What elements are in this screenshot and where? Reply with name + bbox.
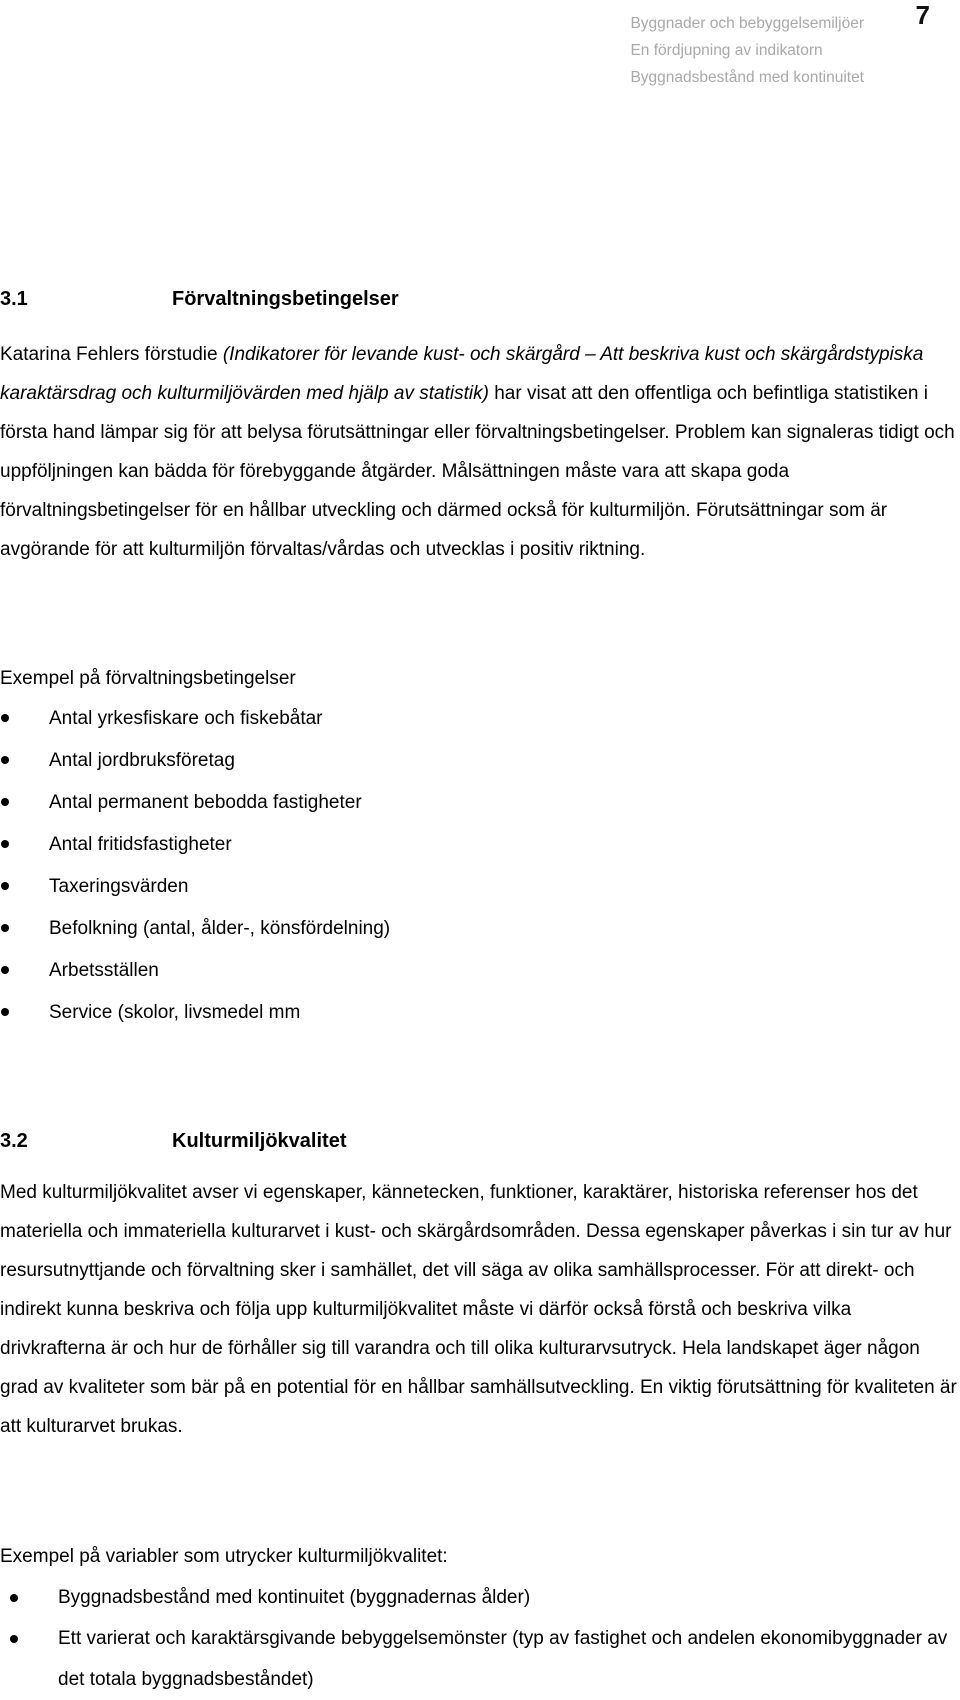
list-item: Arbetsställen [0, 950, 390, 992]
bullet-list-variabler [0, 1577, 960, 1700]
list-item: Antal fritidsfastigheter [0, 824, 390, 866]
list-item: Ett varierat och karaktärsgivande bebyggelsemönster (typ av fastighet och andelen ekonomibyggnader av det totala byggnadsbeståndet) [0, 1618, 960, 1700]
list-item: Befolkning (antal, ålder-, könsfördelning) [0, 908, 390, 950]
section-title: Förvaltningsbetingelser [172, 288, 399, 310]
section-number: 3.1 [0, 288, 28, 310]
header-line-3: Byggnadsbestånd med kontinuitet [630, 69, 864, 86]
paragraph-italic-title: (Indikatorer för levande kust- och skärgård – Att beskriva kust och skärgårdstypiska karaktärsdrag och kulturmiljövärden med hjälp av statistik) [0, 344, 924, 404]
header-line-1: Byggnader och bebyggelsemiljöer [630, 15, 864, 32]
paragraph-forvaltning [0, 335, 960, 569]
list-item: Antal permanent bebodda fastigheter [0, 782, 390, 824]
list-item: Service (skolor, livsmedel mm [0, 992, 390, 1034]
list-item: Antal jordbruksföretag [0, 740, 390, 782]
paragraph-text: har visat att den offentliga och befintliga statistiken i första hand lämpar sig för att belysa förutsättningar eller förvaltningsbetingelser. Problem kan signaleras tidigt och uppföljningen kan bädda för förebyggande åtgärder. Målsättningen måste vara att skapa goda förvaltningsbetingelser för en hållbar utveckling och därmed också för kulturmiljön. Förutsättningar som är avgörande för att kulturmiljön förvaltas/vårdas och utvecklas i positiv riktning. [0, 383, 955, 560]
list-item: Byggnadsbestånd med kontinuitet (byggnadernas ålder) [0, 1577, 960, 1618]
list-intro: Exempel på variabler som utrycker kulturmiljökvalitet: [0, 1546, 448, 1567]
section-title: Kulturmiljökvalitet [172, 1130, 347, 1152]
paragraph-kulturmiljokvalitet: Med kulturmiljökvalitet avser vi egenskaper, kännetecken, funktioner, karaktärer, historiska referenser hos det materiella och immateriella kulturarvet i kust- och skärgårdsområden. Dessa egenskaper påverkas i sin tur av hur resursutnyttjande och förvaltning sker i samhället, det vill säga av olika samhällsprocesser. För att direkt- och indirekt kunna beskriva och följa upp kulturmiljökvalitet måste vi därför också förstå och beskriva vilka drivkrafterna är och hur de förhåller sig till varandra och till olika kulturarvsutryck. Hela landskapet äger någon grad av kvaliteter som bär på en potential för en hållbar samhällsutveckling. En viktig förutsättning för kvaliteten är att kulturarvet brukas. [0, 1182, 957, 1437]
page-number: 7 [915, 0, 930, 30]
running-header [630, 10, 864, 91]
bullet-list-forvaltning [0, 698, 390, 1034]
list-item: Antal yrkesfiskare och fiskebåtar [0, 698, 390, 740]
header-line-2: En fördjupning av indikatorn [630, 42, 823, 59]
paragraph-text: Katarina Fehlers förstudie [0, 344, 223, 365]
list-item: Taxeringsvärden [0, 866, 390, 908]
section-number: 3.2 [0, 1130, 28, 1152]
list-intro: Exempel på förvaltningsbetingelser [0, 668, 296, 689]
